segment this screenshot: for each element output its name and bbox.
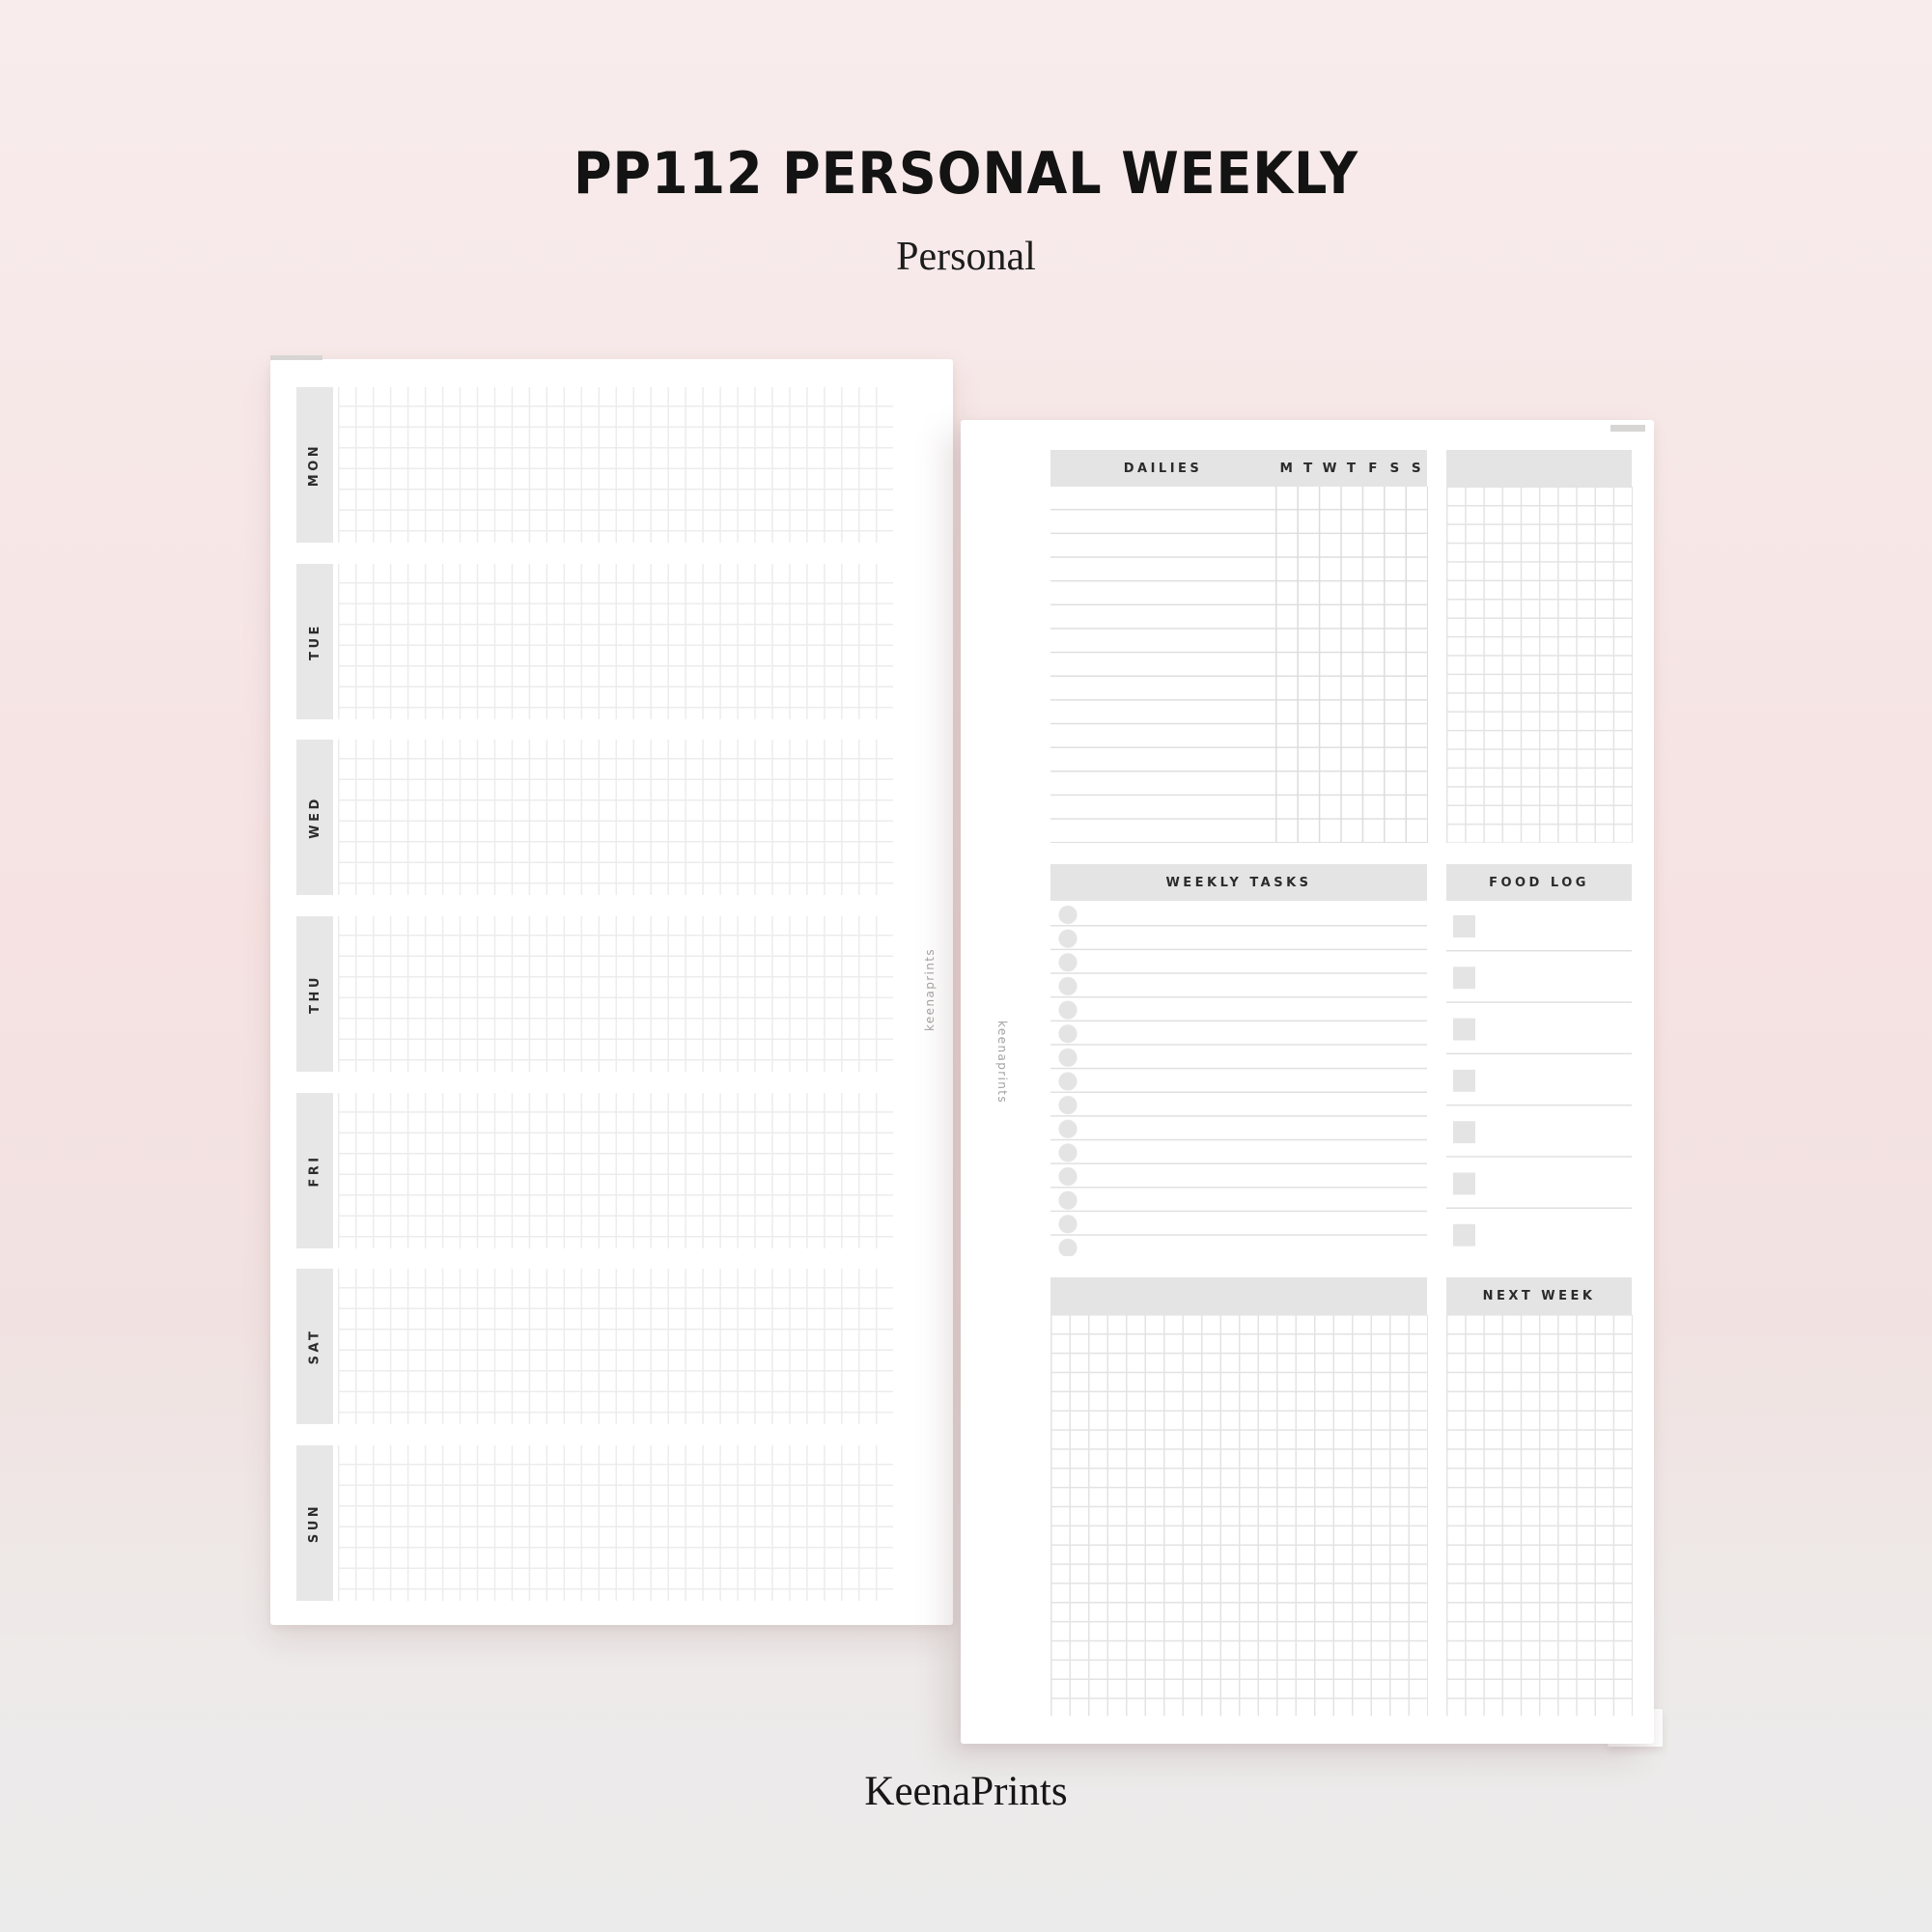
day-letter-m: M bbox=[1279, 461, 1293, 476]
day-tab-label: SUN bbox=[307, 1502, 322, 1544]
day-section-fri bbox=[270, 1093, 953, 1248]
food-log-title: FOOD LOG bbox=[1489, 875, 1589, 890]
day-grid-tue bbox=[338, 564, 893, 719]
left-planner-page bbox=[270, 359, 953, 1625]
day-tab-tue bbox=[296, 564, 333, 719]
day-grid-wed bbox=[338, 740, 893, 895]
next-week-header bbox=[1446, 1277, 1632, 1315]
habit-grid-header bbox=[1446, 450, 1632, 487]
day-section-thu bbox=[270, 916, 953, 1072]
keenaprints-watermark-left: keenaprints bbox=[923, 947, 937, 1032]
day-letter-t: T bbox=[1303, 461, 1313, 476]
day-tab-label: SAT bbox=[307, 1328, 322, 1365]
day-letter-s: S bbox=[1389, 461, 1400, 476]
day-tab-thu bbox=[296, 916, 333, 1072]
food-log-header bbox=[1446, 864, 1632, 901]
page-corner-mark bbox=[270, 355, 322, 360]
day-grid-thu bbox=[338, 916, 893, 1072]
day-tab-label: MON bbox=[307, 442, 322, 488]
day-letter-t2: T bbox=[1346, 461, 1357, 476]
dailies-checkbox-grid bbox=[1275, 487, 1428, 843]
weekly-tasks-list bbox=[1050, 903, 1427, 1256]
day-tab-label: THU bbox=[307, 974, 322, 1014]
page-subtitle: Personal bbox=[896, 235, 1036, 279]
day-letter-f: F bbox=[1368, 461, 1378, 476]
weekly-tasks-title: WEEKLY TASKS bbox=[1165, 875, 1312, 890]
weekly-tasks-header bbox=[1050, 864, 1427, 901]
dailies-header bbox=[1050, 450, 1427, 487]
dailies-day-letters bbox=[1275, 450, 1427, 487]
page-title: PP112 PERSONAL WEEKLY bbox=[574, 140, 1358, 208]
notes-header bbox=[1050, 1277, 1427, 1315]
day-tab-fri bbox=[296, 1093, 333, 1248]
day-section-tue bbox=[270, 564, 953, 719]
day-letter-s2: S bbox=[1411, 461, 1421, 476]
right-planner-page bbox=[961, 420, 1654, 1744]
day-tab-wed bbox=[296, 740, 333, 895]
day-grid-sat bbox=[338, 1269, 893, 1424]
day-tab-sat bbox=[296, 1269, 333, 1424]
day-section-wed bbox=[270, 740, 953, 895]
keenaprints-watermark-right: keenaprints bbox=[995, 1020, 1009, 1105]
day-grid-sun bbox=[338, 1445, 893, 1601]
day-tab-sun bbox=[296, 1445, 333, 1601]
day-tab-label: WED bbox=[307, 796, 322, 840]
food-log-list bbox=[1446, 903, 1632, 1252]
next-week-title: NEXT WEEK bbox=[1482, 1289, 1596, 1303]
dailies-title: DAILIES bbox=[1123, 461, 1203, 476]
day-section-sun bbox=[270, 1445, 953, 1601]
habit-grid bbox=[1446, 487, 1633, 843]
day-tab-mon bbox=[296, 387, 333, 543]
day-grid-fri bbox=[338, 1093, 893, 1248]
day-tab-label: FRI bbox=[307, 1154, 322, 1188]
page-corner-mark bbox=[1610, 425, 1645, 432]
next-week-grid bbox=[1446, 1315, 1633, 1716]
day-letter-w: W bbox=[1322, 461, 1337, 476]
notes-grid bbox=[1050, 1315, 1428, 1716]
day-grid-mon bbox=[338, 387, 893, 543]
day-section-mon bbox=[270, 387, 953, 543]
day-section-sat bbox=[270, 1269, 953, 1424]
brand-footer: KeenaPrints bbox=[864, 1769, 1068, 1814]
day-tab-label: TUE bbox=[307, 622, 322, 660]
